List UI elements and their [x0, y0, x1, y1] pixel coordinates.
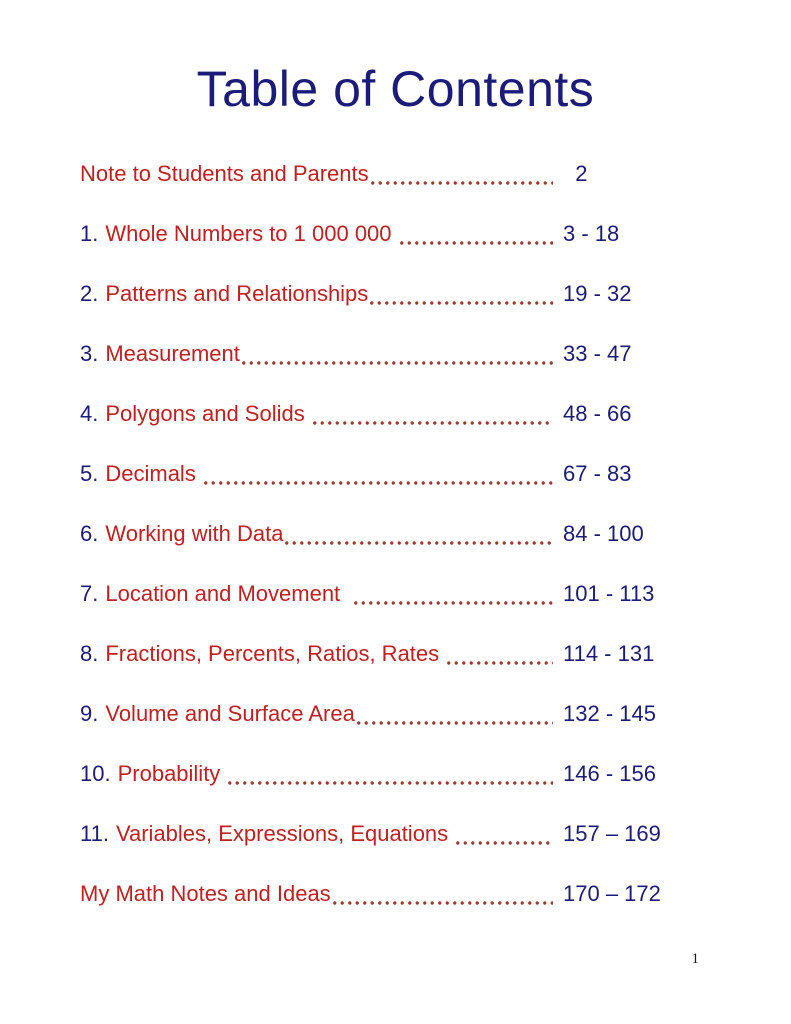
toc-entry-left — [80, 521, 553, 547]
entry-prefix: 4. — [80, 401, 99, 426]
toc-entry — [80, 281, 751, 307]
entry-leader-dots — [331, 881, 553, 907]
entry-pages: 67 - 83 — [563, 461, 632, 486]
toc-entry-left — [80, 161, 553, 187]
toc-entry — [80, 401, 751, 427]
toc-entry — [80, 761, 751, 787]
entry-title: Volume and Surface Area — [105, 701, 355, 726]
entry-title: Whole Numbers to 1 000 000 — [105, 221, 398, 246]
entry-title: Note to Students and Parents — [80, 161, 369, 186]
folio-page-number: 1 — [691, 951, 699, 967]
entry-title: Location and Movement — [105, 581, 353, 606]
entry-leader-dots — [283, 521, 553, 547]
entry-leader-dots — [226, 761, 553, 787]
entry-title: Variables, Expressions, Equations — [115, 821, 455, 846]
entry-leader-dots — [454, 821, 553, 847]
toc-list — [0, 161, 791, 907]
entry-title: Working with Data — [105, 521, 284, 546]
toc-entry — [80, 701, 751, 727]
entry-leader-dots — [445, 641, 553, 667]
toc-entry-left — [80, 341, 553, 367]
toc-entry — [80, 821, 751, 847]
toc-entry-left — [80, 881, 553, 907]
entry-pages: 19 - 32 — [563, 281, 632, 306]
page-title: Table of Contents — [196, 61, 595, 117]
entry-prefix: 2. — [80, 281, 99, 306]
entry-prefix: 6. — [80, 521, 99, 546]
toc-entry-left — [80, 461, 553, 487]
entry-pages: 48 - 66 — [563, 401, 632, 426]
entry-leader-dots — [240, 341, 553, 367]
toc-entry-left — [80, 221, 553, 247]
toc-entry — [80, 161, 751, 187]
entry-prefix: 3. — [80, 341, 99, 366]
entry-pages: 132 - 145 — [563, 701, 656, 726]
entry-prefix: 8. — [80, 641, 99, 666]
toc-entry-left — [80, 401, 553, 427]
entry-leader-dots — [398, 221, 553, 247]
entry-pages: 146 - 156 — [563, 761, 656, 786]
toc-entry — [80, 521, 751, 547]
entry-leader-dots — [355, 701, 553, 727]
toc-entry-left — [80, 701, 553, 727]
entry-title: Patterns and Relationships — [105, 281, 369, 306]
entry-pages: 84 - 100 — [563, 521, 644, 546]
entry-title: Fractions, Percents, Ratios, Rates — [105, 641, 446, 666]
entry-prefix: 1. — [80, 221, 99, 246]
entry-leader-dots — [311, 401, 553, 427]
toc-entry-left — [80, 821, 553, 847]
entry-prefix: 10. — [80, 761, 111, 786]
entry-pages: 101 - 113 — [563, 581, 655, 606]
entry-leader-dots — [202, 461, 553, 487]
toc-entry — [80, 341, 751, 367]
toc-entry — [80, 581, 751, 607]
entry-prefix: 5. — [80, 461, 99, 486]
entry-title: Polygons and Solids — [105, 401, 311, 426]
entry-title: My Math Notes and Ideas — [80, 881, 331, 906]
toc-entry-left — [80, 641, 553, 667]
entry-pages: 3 - 18 — [563, 221, 620, 246]
entry-title: Measurement — [105, 341, 240, 366]
toc-entry-left — [80, 761, 553, 787]
entry-pages: 33 - 47 — [563, 341, 632, 366]
toc-entry-left — [80, 281, 553, 307]
toc-entry — [80, 461, 751, 487]
entry-leader-dots — [368, 281, 553, 307]
entry-leader-dots — [369, 161, 553, 187]
toc-entry — [80, 221, 751, 247]
entry-pages: 170 – 172 — [563, 881, 661, 906]
toc-entry — [80, 881, 751, 907]
entry-prefix: 9. — [80, 701, 99, 726]
entry-prefix: 11. — [80, 821, 109, 846]
toc-entry — [80, 641, 751, 667]
entry-pages: 114 - 131 — [563, 641, 655, 666]
entry-prefix: 7. — [80, 581, 99, 606]
entry-pages: 157 – 169 — [563, 821, 661, 846]
toc-entry-left — [80, 581, 553, 607]
entry-title: Probability — [117, 761, 227, 786]
entry-leader-dots — [352, 581, 553, 607]
entry-title: Decimals — [105, 461, 202, 486]
entry-pages: 2 — [563, 161, 588, 186]
